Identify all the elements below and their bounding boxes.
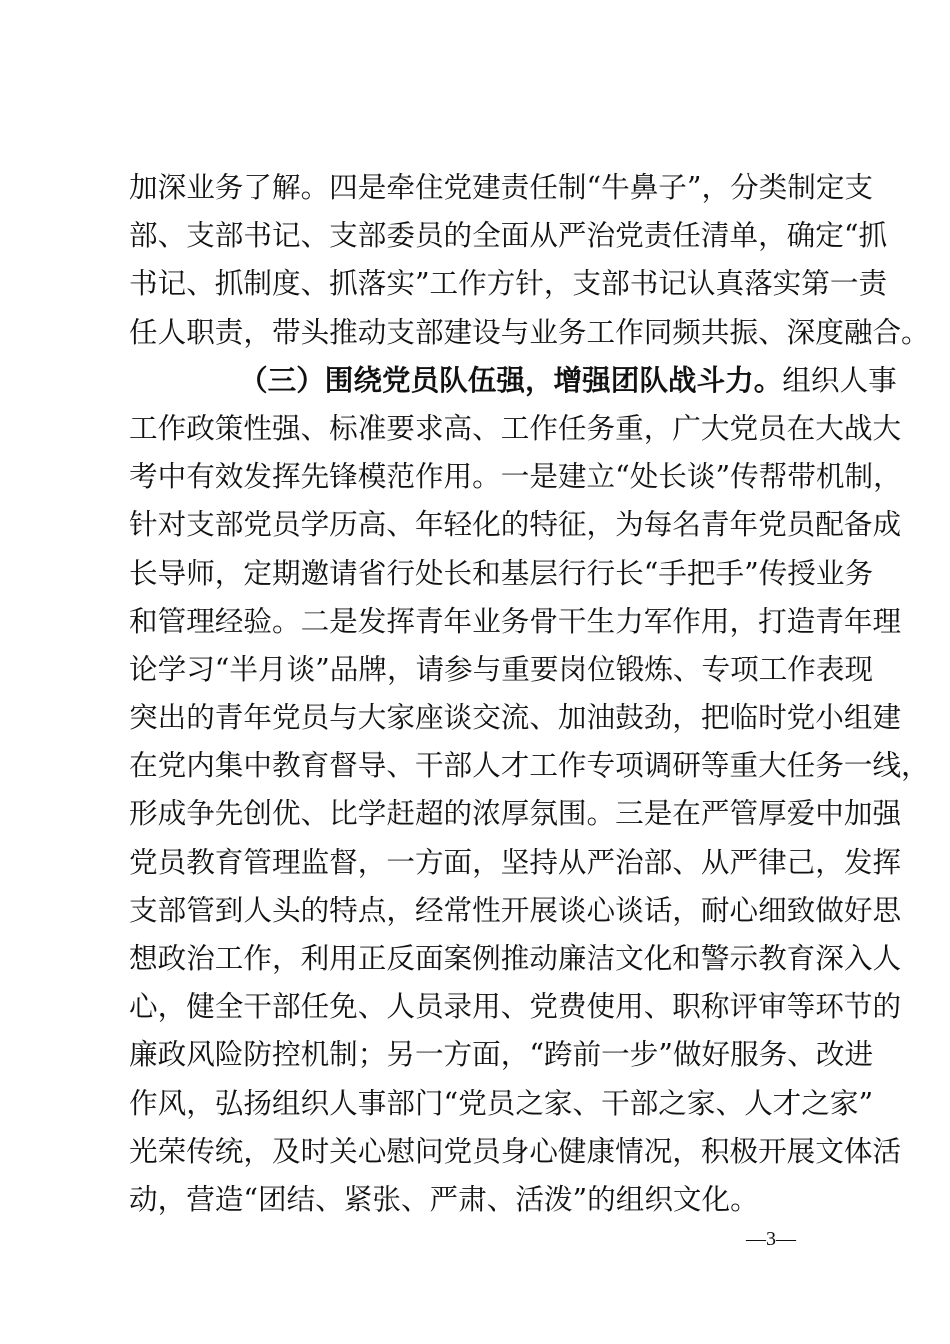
paragraph-line: 动，营造“团结、紧张、严肃、活泼”的组织文化。 bbox=[129, 1182, 759, 1216]
paragraph-line: 针对支部党员学历高、年轻化的特征，为每名青年党员配备成 bbox=[129, 507, 902, 541]
page-number: —3— bbox=[746, 1228, 796, 1250]
paragraph-line: 突出的青年党员与大家座谈交流、加油鼓劲，把临时党小组建 bbox=[129, 700, 902, 734]
paragraph-line: 长导师，定期邀请省行处长和基层行行长“手把手”传授业务 bbox=[129, 556, 874, 590]
paragraph-line: 心，健全干部任免、人员录用、党费使用、职称评审等环节的 bbox=[129, 989, 902, 1023]
paragraph-line: 书记、抓制度、抓落实”工作方针，支部书记认真落实第一责 bbox=[129, 266, 888, 300]
paragraph-line: 任人职责，带头推动支部建设与业务工作同频共振、深度融合。 bbox=[129, 315, 930, 349]
section-heading-line bbox=[239, 360, 897, 400]
paragraph-line: 部、支部书记、支部委员的全面从严治党责任清单，确定“抓 bbox=[129, 218, 888, 252]
paragraph-line: 支部管到人头的特点，经常性开展谈心谈话，耐心细致做好思 bbox=[129, 893, 902, 927]
paragraph-line: 廉政风险防控机制；另一方面，“跨前一步”做好服务、改进 bbox=[129, 1037, 874, 1071]
paragraph-line: 和管理经验。二是发挥青年业务骨干生力军作用，打造青年理 bbox=[129, 604, 902, 638]
paragraph-line: 形成争先创优、比学赶超的浓厚氛围。三是在严管厚爱中加强 bbox=[129, 796, 902, 830]
paragraph-line: 光荣传统，及时关心慰问党员身心健康情况，积极开展文体活 bbox=[129, 1134, 902, 1168]
section-first-line-text: 组织人事 bbox=[782, 363, 897, 397]
paragraph-line: 党员教育管理监督，一方面，坚持从严治部、从严律己，发挥 bbox=[129, 845, 902, 879]
paragraph-line: 作风，弘扬组织人事部门“党员之家、干部之家、人才之家” bbox=[129, 1086, 874, 1120]
paragraph-line: 加深业务了解。四是牵住党建责任制“牛鼻子”，分类制定支 bbox=[129, 170, 874, 204]
paragraph-line: 论学习“半月谈”品牌，请参与重要岗位锻炼、专项工作表现 bbox=[129, 652, 874, 686]
paragraph-line: 在党内集中教育督导、干部人才工作专项调研等重大任务一线， bbox=[129, 748, 930, 782]
paragraph-line: 想政治工作，利用正反面案例推动廉洁文化和警示教育深入人 bbox=[129, 941, 902, 975]
section-heading: （三）围绕党员队伍强，增强团队战斗力。 bbox=[239, 363, 783, 397]
paragraph-line: 工作政策性强、标准要求高、工作任务重，广大党员在大战大 bbox=[129, 411, 902, 445]
paragraph-line: 考中有效发挥先锋模范作用。一是建立“处长谈”传帮带机制， bbox=[129, 459, 902, 493]
